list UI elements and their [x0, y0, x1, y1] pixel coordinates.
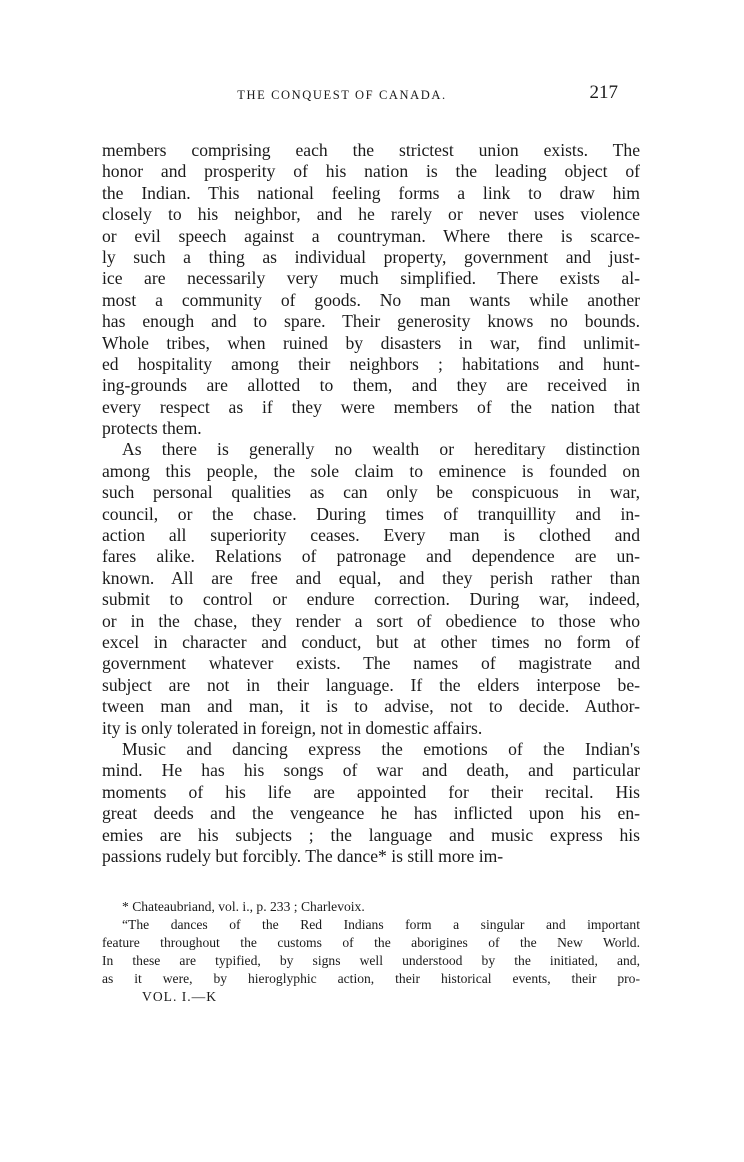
- text-line: closely to his neighbor, and he rarely or never uses violence: [102, 204, 640, 225]
- text-line: such personal qualities as can only be conspicuous in war,: [102, 482, 640, 503]
- footnote-line: * Chateaubriand, vol. i., p. 233 ; Charlevoix.: [122, 899, 365, 914]
- text-line: ed hospitality among their neighbors ; habitations and hunt-: [102, 353, 640, 374]
- text-line: Music and dancing express the emotions of the Indian's: [122, 738, 640, 759]
- text-line: subject are not in their language. If the elders interpose be-: [102, 674, 640, 695]
- body-text: [102, 140, 640, 867]
- footnote-line: feature throughout the customs of the aborigines of the New World.: [102, 935, 640, 950]
- running-header: [102, 82, 640, 106]
- text-line: As there is generally no wealth or hereditary distinction: [122, 439, 640, 460]
- text-line: Whole tribes, when ruined by disasters in war, find unlimit-: [102, 332, 640, 353]
- footnotes: [102, 898, 640, 1006]
- text-line: or in the chase, they render a sort of obedience to those who: [102, 610, 640, 631]
- text-line: mind. He has his songs of war and death, and particular: [102, 760, 640, 781]
- footnote-line: “The dances of the Red Indians form a singular and important: [122, 917, 640, 932]
- signature-mark: VOL. I.—K: [142, 989, 218, 1004]
- text-line: action all superiority ceases. Every man is clothed and: [102, 525, 640, 546]
- text-line: has enough and to spare. Their generosity knows no bounds.: [102, 311, 640, 332]
- text-line: submit to control or endure correction. During war, indeed,: [102, 589, 640, 610]
- text-line: most a community of goods. No man wants while another: [102, 289, 640, 310]
- text-line: known. All are free and equal, and they perish rather than: [102, 567, 640, 588]
- text-line: ice are necessarily very much simplified. There exists al-: [102, 268, 640, 289]
- footnote-line: In these are typified, by signs well understood by the initiated, and,: [102, 953, 640, 968]
- running-title: THE CONQUEST OF CANADA.: [237, 88, 447, 102]
- text-line: council, or the chase. During times of tranquillity and in-: [102, 503, 640, 524]
- text-line: every respect as if they were members of the nation that: [102, 396, 640, 417]
- text-line: protects them.: [102, 418, 202, 439]
- text-line: or evil speech against a countryman. Where there is scarce-: [102, 225, 640, 246]
- text-line: ing-grounds are allotted to them, and they are received in: [102, 375, 640, 396]
- text-line: emies are his subjects ; the language and music express his: [102, 824, 640, 845]
- footnote-line: as it were, by hieroglyphic action, their historical events, their pro-: [102, 971, 640, 986]
- text-line: ity is only tolerated in foreign, not in domestic affairs.: [102, 717, 483, 738]
- text-line: moments of his life are appointed for their recital. His: [102, 781, 640, 802]
- text-line: members comprising each the strictest union exists. The: [102, 140, 640, 160]
- text-line: among this people, the sole claim to eminence is founded on: [102, 460, 640, 481]
- text-line: ly such a thing as individual property, government and just-: [102, 246, 640, 267]
- text-line: honor and prosperity of his nation is the leading object of: [102, 161, 640, 182]
- text-line: excel in character and conduct, but at other times no form of: [102, 631, 640, 652]
- text-line: the Indian. This national feeling forms a link to draw him: [102, 182, 640, 203]
- text-line: great deeds and the vengeance he has inflicted upon his en-: [102, 803, 640, 824]
- text-line: fares alike. Relations of patronage and dependence are un-: [102, 546, 640, 567]
- text-line: government whatever exists. The names of magistrate and: [102, 653, 640, 674]
- text-line: passions rudely but forcibly. The dance* is still more im-: [102, 845, 504, 866]
- page-number: 217: [589, 82, 618, 103]
- text-line: tween man and man, it is to advise, not to decide. Author-: [102, 696, 640, 717]
